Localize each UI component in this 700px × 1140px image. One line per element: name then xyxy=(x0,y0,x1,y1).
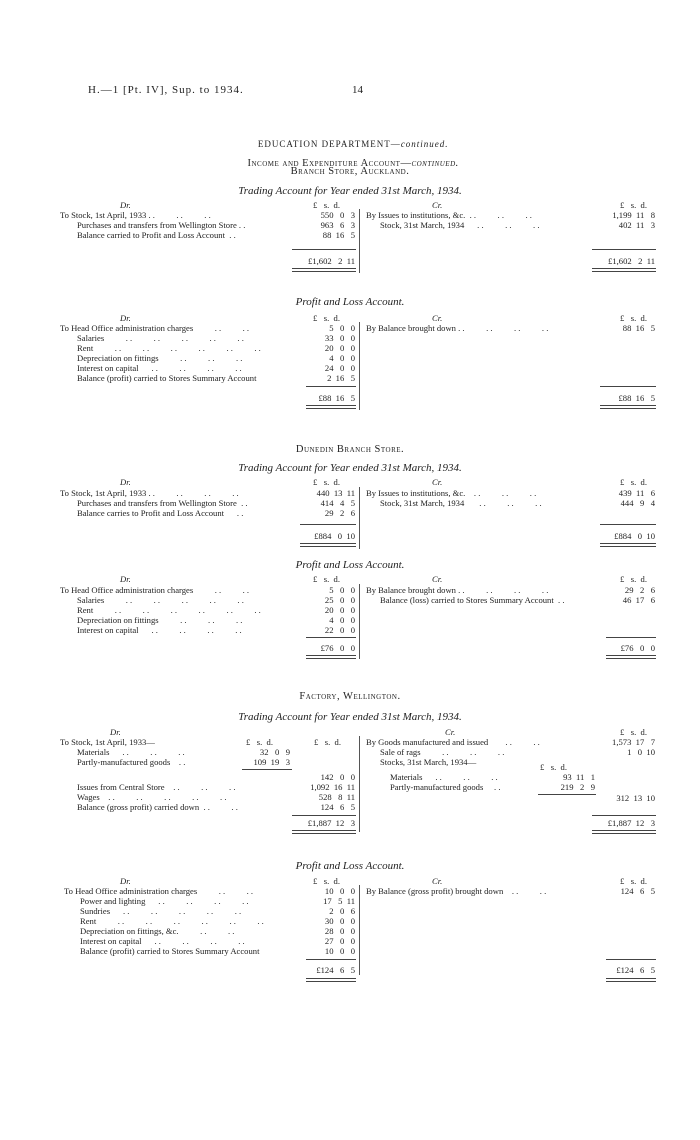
total-right: £1,887 12 3 xyxy=(607,818,655,828)
rule xyxy=(600,524,656,525)
ledger-amount: 33 0 0 xyxy=(324,333,355,343)
rule xyxy=(592,815,656,816)
total-right: £124 6 5 xyxy=(616,965,655,975)
rule xyxy=(300,524,356,525)
ledger-amount: 5 0 0 xyxy=(329,585,355,595)
dr-label: Dr. xyxy=(120,477,131,487)
total-left: £124 6 5 xyxy=(316,965,355,975)
cr-label: Cr. xyxy=(432,313,443,323)
lsd-header: £ s. d. xyxy=(246,737,273,747)
ledger-label: Balance carries to Profit and Loss Account . . xyxy=(77,508,244,518)
lsd-header: £ s. d. xyxy=(313,477,340,487)
ledger-amount: 4 0 0 xyxy=(329,353,355,363)
ledger-amount: 1 0 10 xyxy=(627,747,655,757)
column-divider xyxy=(359,736,360,832)
lsd-header: £ s. d. xyxy=(620,313,647,323)
account-title-continued: continued. xyxy=(411,158,459,169)
lsd-header: £ s. d. xyxy=(620,200,647,210)
department-title-text: EDUCATION DEPARTMENT— xyxy=(257,139,401,149)
column-divider xyxy=(359,885,360,975)
double-rule xyxy=(292,268,356,272)
ledger-label: Purchases and transfers from Wellington Store . . xyxy=(77,220,246,230)
ledger-amount: 20 0 0 xyxy=(324,605,355,615)
ledger-subamount: 32 0 9 xyxy=(259,747,290,757)
ledger-amount: 20 0 0 xyxy=(324,343,355,353)
ledger-amount: 528 8 11 xyxy=(318,792,355,802)
lsd-header: £ s. d. xyxy=(620,574,647,584)
cr-label: Cr. xyxy=(445,727,456,737)
lsd-header: £ s. d. xyxy=(620,477,647,487)
column-divider xyxy=(359,209,360,273)
ledger-amount: 4 0 0 xyxy=(329,615,355,625)
ledger-label: Interest on capital . . . . . . . . xyxy=(77,625,242,635)
ledger-amount: 414 4 5 xyxy=(320,498,355,508)
factory-pl-heading: Profit and Loss Account. xyxy=(295,860,405,872)
ledger-label: By Balance brought down . . . . . . . . xyxy=(366,323,549,333)
ledger-label: Stocks, 31st March, 1934— xyxy=(380,757,477,767)
ledger-label: Balance (profit) carried to Stores Summary Account xyxy=(80,946,260,956)
total-left: £1,887 12 3 xyxy=(307,818,355,828)
ledger-label: Sale of rags . . . . . . xyxy=(380,747,505,757)
lsd-header: £ s. d. xyxy=(313,200,340,210)
ledger-label: Sundries . . . . . . . . . . xyxy=(80,906,242,916)
ledger-label: By Balance (gross profit) brought down . . . . xyxy=(366,886,547,896)
double-rule xyxy=(600,405,656,409)
rule xyxy=(292,249,356,250)
ledger-label: Materials . . . . . . xyxy=(77,747,185,757)
ledger-amount: 2 16 5 xyxy=(327,373,355,383)
ledger-label: To Stock, 1st April, 1933 . . . . . . . . xyxy=(60,488,239,498)
ledger-amount: 29 2 6 xyxy=(324,508,355,518)
ledger-amount: 142 0 0 xyxy=(320,772,355,782)
lsd-header: £ s. d. xyxy=(314,737,341,747)
auckland-title: Branch Store, Auckland. xyxy=(290,166,410,177)
total-left: £884 0 10 xyxy=(314,531,355,541)
ledger-amount: 963 6 3 xyxy=(320,220,355,230)
ledger-amount: 29 2 6 xyxy=(624,585,655,595)
double-rule xyxy=(300,543,356,547)
ledger-label: Partly-manufactured goods . . xyxy=(77,757,186,767)
ledger-amount: 5 0 0 xyxy=(329,323,355,333)
ledger-label: Salaries . . . . . . . . . . xyxy=(77,595,244,605)
lsd-header: £ s. d. xyxy=(620,876,647,886)
double-rule xyxy=(606,655,656,659)
double-rule xyxy=(606,978,656,982)
dr-label: Dr. xyxy=(120,574,131,584)
double-rule xyxy=(292,830,356,834)
ledger-amount: 25 0 0 xyxy=(324,595,355,605)
ledger-label: Materials . . . . . . xyxy=(390,772,498,782)
department-title-continued: continued. xyxy=(400,139,449,149)
ledger-amount: 440 13 11 xyxy=(316,488,355,498)
cr-label: Cr. xyxy=(432,200,443,210)
total-right: £884 0 10 xyxy=(614,531,655,541)
rule xyxy=(606,637,656,638)
factory-trading-heading: Trading Account for Year ended 31st March, 1934. xyxy=(238,711,462,723)
factory-title: Factory, Wellington. xyxy=(299,691,401,702)
ledger-label: By Issues to institutions, &c. . . . . . . xyxy=(366,210,532,220)
ledger-label: Balance (gross profit) carried down . . . . xyxy=(77,802,238,812)
lsd-header: £ s. d. xyxy=(620,727,647,737)
ledger-amount: 28 0 0 xyxy=(324,926,355,936)
total-left: £88 16 5 xyxy=(318,393,355,403)
double-rule xyxy=(592,268,656,272)
ledger-amount: 124 6 5 xyxy=(320,802,355,812)
ledger-amount: 88 16 5 xyxy=(322,230,355,240)
total-left: £1,602 2 11 xyxy=(308,256,355,266)
ledger-subamount: 219 2 9 xyxy=(560,782,595,792)
ledger-label: Issues from Central Store . . . . . . xyxy=(77,782,236,792)
ledger-label: Depreciation on fittings . . . . . . xyxy=(77,353,243,363)
ledger-label: To Head Office administration charges . . . . xyxy=(60,585,250,595)
ledger-label: To Head Office administration charges . . . . xyxy=(64,886,254,896)
ledger-amount: 124 6 5 xyxy=(620,886,655,896)
page-reference: H.—1 [Pt. IV], Sup. to 1934. xyxy=(88,84,244,96)
ledger-label: Rent . . . . . . . . . . . . xyxy=(77,343,261,353)
cr-label: Cr. xyxy=(432,574,443,584)
rule xyxy=(292,815,356,816)
ledger-label: Balance carried to Profit and Loss Account . . xyxy=(77,230,236,240)
page-number: 14 xyxy=(352,84,363,96)
double-rule xyxy=(600,543,656,547)
ledger-label: Rent . . . . . . . . . . . . xyxy=(77,605,261,615)
column-divider xyxy=(359,584,360,659)
ledger-label: By Issues to institutions, &c. . . . . . . xyxy=(366,488,537,498)
ledger-amount: 1,199 11 8 xyxy=(612,210,655,220)
ledger-label: Interest on capital . . . . . . . . xyxy=(77,363,242,373)
auckland-trading-heading: Trading Account for Year ended 31st March, 1934. xyxy=(238,185,462,197)
ledger-amount: 22 0 0 xyxy=(324,625,355,635)
rule xyxy=(538,794,596,795)
rule xyxy=(600,386,656,387)
ledger-amount: 444 9 4 xyxy=(620,498,655,508)
department-title xyxy=(0,129,700,149)
dunedin-trading-heading: Trading Account for Year ended 31st March, 1934. xyxy=(238,462,462,474)
double-rule xyxy=(306,405,356,409)
ledger-label: To Stock, 1st April, 1933— xyxy=(60,737,155,747)
ledger-label: By Balance brought down . . . . . . . . xyxy=(366,585,549,595)
ledger-amount: 10 0 0 xyxy=(324,946,355,956)
ledger-label: Interest on capital . . . . . . . . xyxy=(80,936,245,946)
ledger-amount: 2 0 6 xyxy=(329,906,355,916)
ledger-amount: 439 11 6 xyxy=(618,488,655,498)
ledger-label: To Head Office administration charges . . . . xyxy=(60,323,250,333)
ledger-label: To Stock, 1st April, 1933 . . . . . . xyxy=(60,210,211,220)
dunedin-pl-heading: Profit and Loss Account. xyxy=(295,559,405,571)
total-right: £88 16 5 xyxy=(618,393,655,403)
column-divider xyxy=(359,322,360,410)
dr-label: Dr. xyxy=(120,876,131,886)
ledger-subamount: 93 11 1 xyxy=(563,772,595,782)
ledger-subamount: 109 19 3 xyxy=(253,757,290,767)
ledger-amount: 312 13 10 xyxy=(616,793,655,803)
double-rule xyxy=(592,830,656,834)
ledger-label: Wages . . . . . . . . . . xyxy=(77,792,227,802)
ledger-amount: 24 0 0 xyxy=(324,363,355,373)
ledger-label: Stock, 31st March, 1934 . . . . . . xyxy=(380,498,542,508)
double-rule xyxy=(306,655,356,659)
ledger-label: Power and lighting . . . . . . . . xyxy=(80,896,249,906)
cr-label: Cr. xyxy=(432,876,443,886)
column-divider xyxy=(359,487,360,549)
dunedin-title: Dunedin Branch Store. xyxy=(295,444,405,455)
account-title-text: Income and Expenditure Account— xyxy=(247,158,412,169)
total-right: £76 0 0 xyxy=(620,643,655,653)
ledger-amount: 27 0 0 xyxy=(324,936,355,946)
ledger-label: Depreciation on fittings . . . . . . xyxy=(77,615,243,625)
ledger-label: Balance (profit) carried to Stores Summary Account xyxy=(77,373,257,383)
ledger-amount: 402 11 3 xyxy=(618,220,655,230)
total-right: £1,602 2 11 xyxy=(608,256,655,266)
auckland-pl-heading: Profit and Loss Account. xyxy=(295,296,405,308)
ledger-amount: 17 5 11 xyxy=(323,896,355,906)
lsd-header: £ s. d. xyxy=(313,876,340,886)
rule xyxy=(306,959,356,960)
total-left: £76 0 0 xyxy=(320,643,355,653)
dr-label: Dr. xyxy=(120,313,131,323)
ledger-label: Partly-manufactured goods . . xyxy=(390,782,501,792)
rule xyxy=(306,637,356,638)
ledger-label: Salaries . . . . . . . . . . xyxy=(77,333,244,343)
dr-label: Dr. xyxy=(120,200,131,210)
ledger-label: Depreciation on fittings, &c. . . . . xyxy=(80,926,235,936)
ledger-label: Purchases and transfers from Wellington Store . . xyxy=(77,498,248,508)
ledger-label: Stock, 31st March, 1934 . . . . . . xyxy=(380,220,540,230)
rule xyxy=(306,386,356,387)
ledger-label: Balance (loss) carried to Stores Summary Account . . xyxy=(380,595,565,605)
lsd-header: £ s. d. xyxy=(313,313,340,323)
rule xyxy=(606,959,656,960)
ledger-amount: 550 0 3 xyxy=(320,210,355,220)
dr-label: Dr. xyxy=(110,727,121,737)
cr-label: Cr. xyxy=(432,477,443,487)
ledger-amount: 88 16 5 xyxy=(622,323,655,333)
ledger-amount: 1,573 17 7 xyxy=(612,737,655,747)
lsd-header: £ s. d. xyxy=(540,762,567,772)
ledger-amount: 10 0 0 xyxy=(324,886,355,896)
double-rule xyxy=(306,978,356,982)
rule xyxy=(242,769,292,770)
ledger-amount: 30 0 0 xyxy=(324,916,355,926)
ledger-label: By Goods manufactured and issued . . . . xyxy=(366,737,540,747)
ledger-amount: 1,092 16 11 xyxy=(310,782,355,792)
rule xyxy=(592,249,656,250)
ledger-amount: 46 17 6 xyxy=(622,595,655,605)
lsd-header: £ s. d. xyxy=(313,574,340,584)
ledger-label: Rent . . . . . . . . . . . . xyxy=(80,916,264,926)
